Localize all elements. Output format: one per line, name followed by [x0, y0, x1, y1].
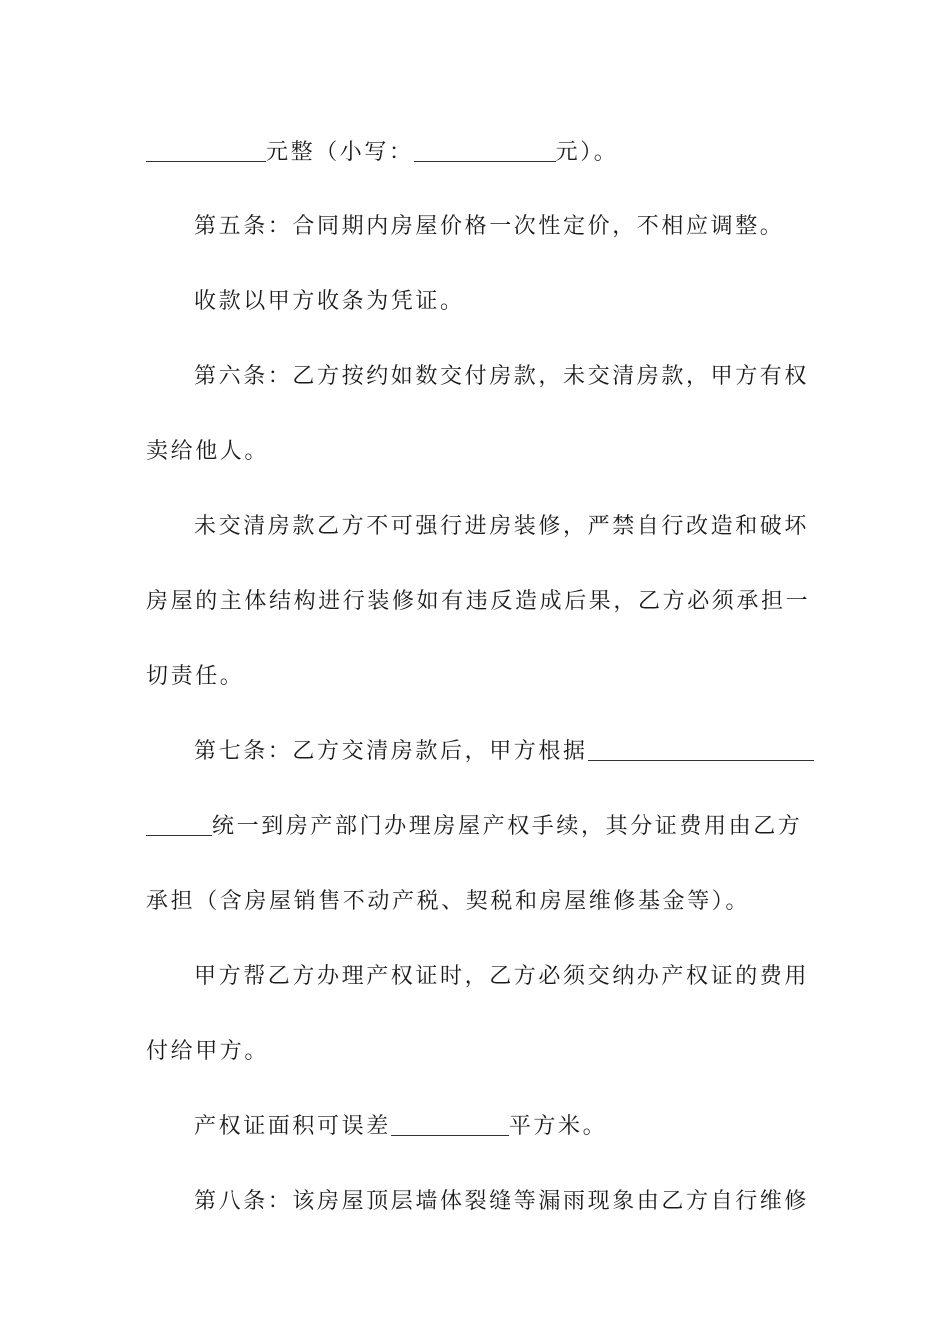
blank-amount-words: [146, 139, 266, 162]
text-span: 元整（小写：: [266, 140, 414, 165]
paragraph-line: [146, 586, 816, 618]
blank-area-tolerance: [391, 1113, 509, 1136]
text-span: 付给甲方。: [146, 1039, 270, 1064]
paragraph-line: [146, 886, 816, 918]
blank-amount-figures: [414, 139, 556, 162]
text-span: 卖给他人。: [146, 439, 270, 464]
clause-7: [194, 736, 814, 768]
paragraph-line: [146, 1036, 816, 1068]
text-span: 未交清房款乙方不可强行进房装修，严禁自行改造和破坏: [194, 514, 810, 539]
blank-basis-cont: [146, 813, 212, 836]
paragraph-line: [146, 811, 816, 843]
text-span: 平方米。: [508, 1114, 608, 1139]
text-span: 第八条：该房屋顶层墙体裂缝等漏雨现象由乙方自行维修: [194, 1189, 810, 1214]
clause-5: [194, 211, 814, 243]
text-span: 甲方帮乙方办理产权证时，乙方必须交纳办产权证的费用: [194, 964, 810, 989]
paragraph-line: [146, 137, 816, 169]
text-span: 产权证面积可误差: [194, 1114, 391, 1139]
text-span: 承担（含房屋销售不动产税、契税和房屋维修基金等）。: [146, 889, 751, 914]
text-span: 切责任。: [146, 664, 245, 689]
paragraph-line: [146, 436, 816, 468]
clause-8: [194, 1186, 814, 1218]
paragraph-line: [194, 511, 814, 543]
text-span: 收款以甲方收条为凭证。: [194, 289, 465, 314]
text-span: 第七条：乙方交清房款后，甲方根据: [194, 739, 588, 764]
paragraph-line: [146, 661, 816, 693]
text-span: 第五条：合同期内房屋价格一次性定价，不相应调整。: [194, 214, 785, 239]
text-span: 统一到房产部门办理房屋产权手续，其分证费用由乙方: [212, 814, 803, 839]
clause-6: [194, 361, 814, 393]
text-span: 元）。: [555, 140, 619, 165]
paragraph-line: [194, 1111, 814, 1143]
paragraph-line: [194, 961, 814, 993]
text-span: 第六条：乙方按约如数交付房款，未交清房款，甲方有权: [194, 364, 810, 389]
blank-basis: [588, 738, 814, 761]
paragraph-line: [194, 286, 814, 318]
text-span: 房屋的主体结构进行装修如有违反造成后果，乙方必须承担一: [146, 589, 811, 614]
